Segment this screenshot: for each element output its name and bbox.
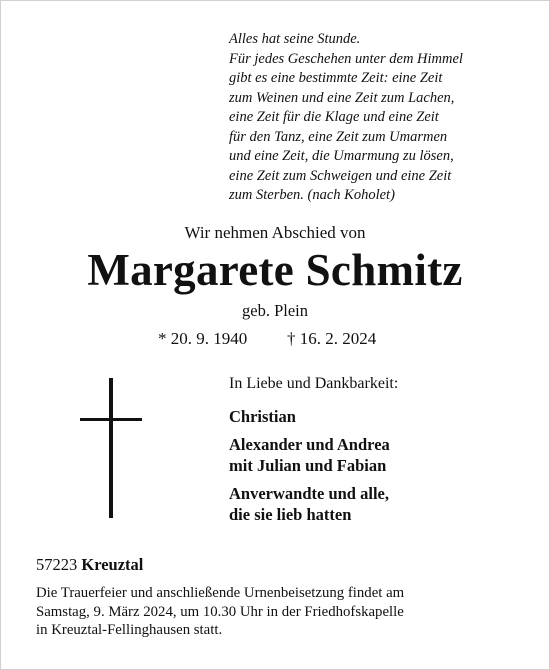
death-date: † 16. 2. 2024 bbox=[287, 329, 377, 348]
quote-line: zum Weinen und eine Zeit zum Lachen, bbox=[229, 89, 455, 106]
farewell-intro: Wir nehmen Abschied von bbox=[184, 223, 366, 242]
mourner-line: Anverwandte und alle, bbox=[229, 484, 389, 503]
quote-line: eine Zeit zum Schweigen und eine Zeit bbox=[229, 167, 452, 184]
mourner-line: die sie lieb hatten bbox=[229, 505, 352, 524]
thanks-line: In Liebe und Dankbarkeit: bbox=[229, 375, 399, 392]
funeral-info bbox=[36, 584, 516, 640]
funeral-line: in Kreuztal-Fellinghausen statt. bbox=[36, 622, 223, 638]
mourner-group bbox=[229, 434, 529, 476]
funeral-line: Die Trauerfeier und anschließende Urnenbeisetzung findet am bbox=[36, 585, 405, 601]
mourner-line: Christian bbox=[229, 407, 296, 426]
city: Kreuztal bbox=[81, 555, 144, 574]
mourners-block bbox=[229, 374, 529, 532]
cross-horizontal-bar bbox=[80, 418, 142, 421]
mourner-line: mit Julian und Fabian bbox=[229, 456, 387, 475]
quote-line: zum Sterben. (nach Koholet) bbox=[229, 187, 395, 203]
quote-line: gibt es eine bestimmte Zeit: eine Zeit bbox=[229, 70, 443, 86]
quote-line: für den Tanz, eine Zeit zum Umarmen bbox=[229, 128, 448, 145]
quote-line: eine Zeit für die Klage und eine Zeit bbox=[229, 109, 439, 125]
latin-cross-icon bbox=[80, 378, 144, 518]
funeral-line: Samstag, 9. März 2024, um 10.30 Uhr in der Friedhofskapelle bbox=[36, 603, 404, 620]
deceased-name: Margarete Schmitz bbox=[87, 245, 463, 295]
place-line bbox=[36, 555, 143, 575]
postcode: 57223 bbox=[36, 555, 78, 574]
mourner-line: Alexander und Andrea bbox=[229, 435, 390, 454]
mourner-group bbox=[229, 483, 529, 525]
mourner-group bbox=[229, 406, 529, 427]
birth-name: geb. Plein bbox=[242, 301, 308, 320]
quote-line: Für jedes Geschehen unter dem Himmel bbox=[229, 50, 463, 67]
birth-date: * 20. 9. 1940 bbox=[158, 329, 248, 348]
quote-line: Alles hat seine Stunde. bbox=[229, 31, 361, 47]
quote-line: und eine Zeit, die Umarmung zu lösen, bbox=[229, 148, 454, 164]
bible-quote bbox=[229, 30, 529, 206]
cross-vertical-bar bbox=[109, 378, 113, 518]
